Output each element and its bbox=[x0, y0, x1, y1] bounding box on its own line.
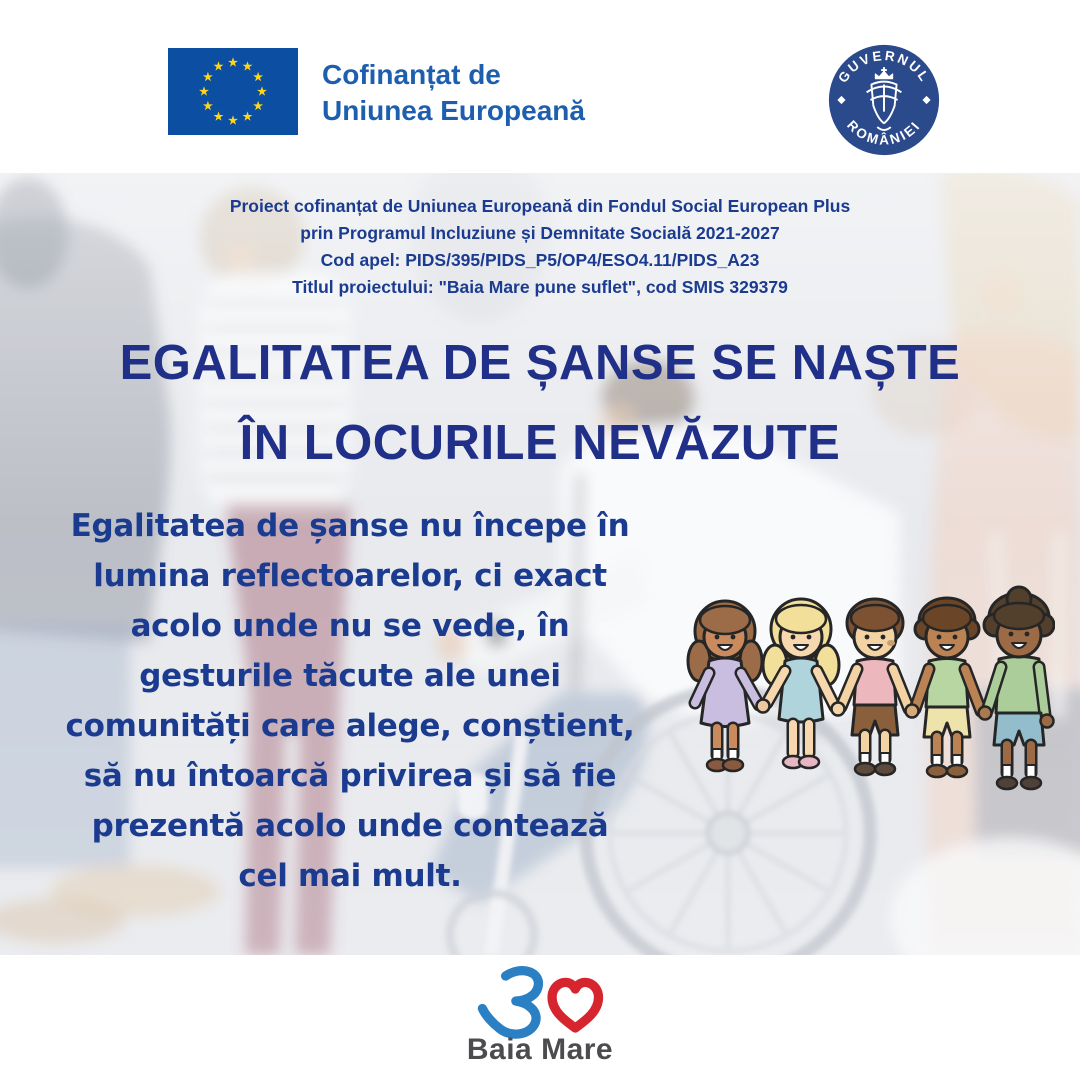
body-line: gesturile tăcute ale unei bbox=[139, 658, 561, 694]
eu-attribution-line1: Cofinanțat de bbox=[322, 59, 501, 90]
held-hands bbox=[979, 707, 992, 720]
child-girl-lavender bbox=[688, 601, 762, 771]
held-hands bbox=[906, 705, 919, 718]
body-line: lumina reflectoarelor, ci exact bbox=[93, 558, 607, 594]
held-hands bbox=[832, 703, 845, 716]
project-info-line1: Proiect cofinanțat de Uniunea Europeană din Fondul Social European Plus bbox=[229, 196, 851, 216]
body-line: să nu întoarcă privirea și să fie bbox=[83, 758, 617, 794]
headline bbox=[0, 323, 1080, 483]
project-info-line2: prin Programul Incluziune și Demnitate Socială 2021-2027 bbox=[300, 223, 780, 243]
baia-mare-logo-icon bbox=[470, 963, 610, 1041]
project-info bbox=[0, 193, 1080, 301]
photo-section bbox=[0, 173, 1080, 955]
eu-flag-icon bbox=[168, 48, 298, 135]
child-boy-green-longsleeve bbox=[984, 587, 1054, 789]
child-boy-green-tee bbox=[915, 598, 981, 777]
gov-seal-top-text: GUVERNUL bbox=[835, 48, 933, 86]
body-line: cel mai mult. bbox=[238, 858, 462, 894]
gov-seal-bottom-text: ROMÂNIEI bbox=[844, 117, 924, 148]
body-line: prezentă acolo unde contează bbox=[91, 808, 609, 844]
eu-attribution-line2: Uniunea Europeană bbox=[322, 95, 585, 126]
headline-line2: ÎN LOCURILE NEVĂZUTE bbox=[239, 416, 841, 470]
held-hands bbox=[757, 700, 770, 713]
child-girl-blue bbox=[763, 599, 839, 768]
eu-attribution bbox=[322, 57, 585, 129]
child-boy-pink bbox=[841, 599, 909, 775]
body-text bbox=[12, 501, 688, 901]
brand-text: Baia Mare bbox=[466, 1033, 614, 1066]
body-line: comunități care alege, conștient, bbox=[65, 708, 635, 744]
body-line: acolo unde nu se vede, în bbox=[130, 608, 570, 644]
children-illustration bbox=[683, 583, 1055, 811]
romanian-government-seal-icon bbox=[826, 42, 942, 158]
project-info-line3: Cod apel: PIDS/395/PIDS_P5/OP4/ESO4.11/PIDS_A23 bbox=[320, 250, 760, 270]
bottom-band bbox=[0, 955, 1080, 1080]
body-line: Egalitatea de șanse nu începe în bbox=[70, 508, 630, 544]
project-info-line4: Titlul proiectului: "Baia Mare pune suflet", cod SMIS 329379 bbox=[292, 277, 788, 297]
top-band bbox=[0, 0, 1080, 173]
headline-line1: EGALITATEA DE ȘANSE SE NAȘTE bbox=[119, 336, 961, 390]
